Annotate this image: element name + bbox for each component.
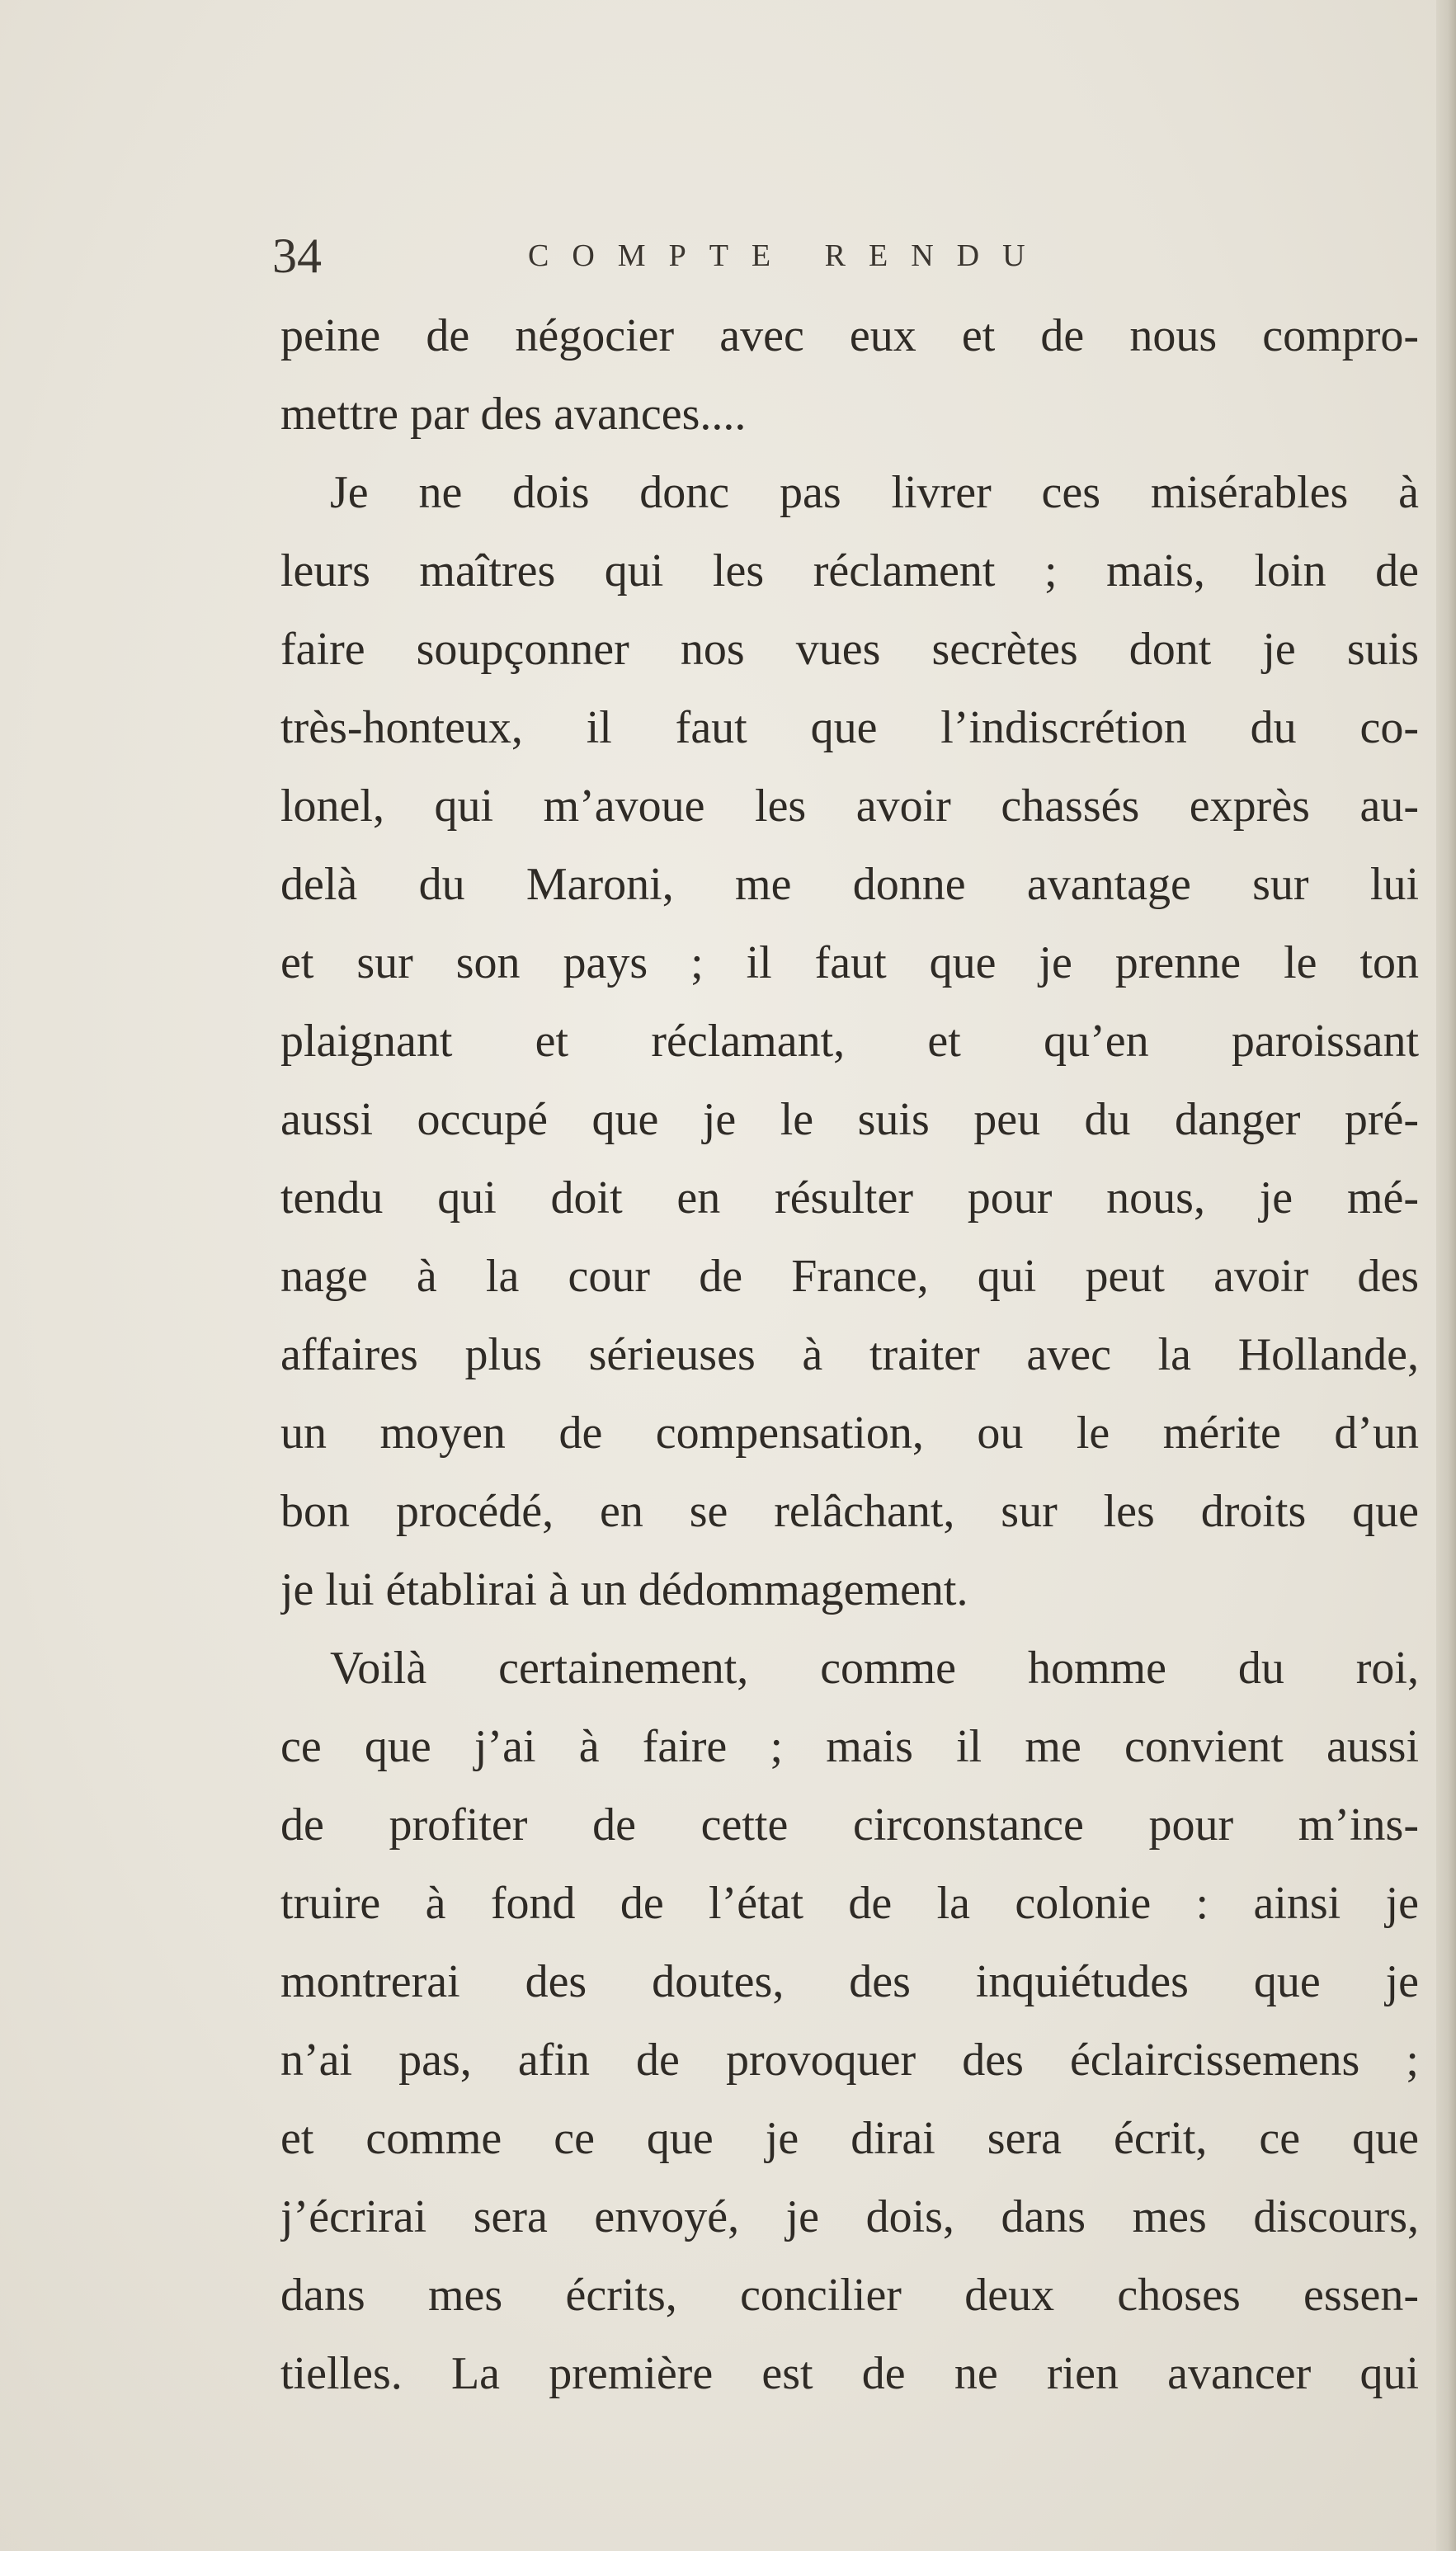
text-line: dans mes écrits, concilier deux choses essen- xyxy=(280,2270,1419,2321)
text-line: lonel, qui m’avoue les avoir chassés exprès au- xyxy=(280,780,1419,832)
text-line: nage à la cour de France, qui peut avoir des xyxy=(280,1251,1419,1302)
page-number: 34 xyxy=(272,229,322,283)
text-line: leurs maîtres qui les réclament ; mais, loin de xyxy=(280,545,1419,596)
text-line: plaignant et réclamant, et qu’en paroissant xyxy=(280,1016,1419,1067)
text-line: Je ne dois donc pas livrer ces misérables à xyxy=(330,467,1419,518)
text-line: et comme ce que je dirai sera écrit, ce que xyxy=(280,2113,1419,2164)
text-line: très-honteux, il faut que l’indiscrétion du co- xyxy=(280,702,1419,753)
running-title: COMPTE RENDU xyxy=(528,238,1048,273)
text-line: tielles. La première est de ne rien avancer qui xyxy=(280,2348,1419,2399)
text-line: tendu qui doit en résulter pour nous, je mé- xyxy=(280,1172,1419,1224)
text-line: je lui établirai à un dédommagement. xyxy=(280,1564,968,1615)
text-line: n’ai pas, afin de provoquer des éclaircissemens ; xyxy=(280,2035,1419,2086)
text-line: et sur son pays ; il faut que je prenne le ton xyxy=(280,937,1419,988)
text-line: faire soupçonner nos vues secrètes dont je suis xyxy=(280,624,1419,675)
text-line: j’écrirai sera envoyé, je dois, dans mes discours, xyxy=(280,2191,1419,2242)
text-line: ce que j’ai à faire ; mais il me convient aussi xyxy=(280,1721,1419,1772)
text-line: un moyen de compensation, ou le mérite d’un xyxy=(280,1408,1419,1459)
text-line: montrerai des doutes, des inquiétudes que je xyxy=(280,1956,1419,2007)
text-line: truire à fond de l’état de la colonie : ainsi je xyxy=(280,1878,1419,1929)
text-line: aussi occupé que je le suis peu du danger pré- xyxy=(280,1094,1419,1145)
text-line: affaires plus sérieuses à traiter avec la Hollande, xyxy=(280,1329,1419,1380)
text-line: mettre par des avances.... xyxy=(280,389,747,440)
page-edge xyxy=(1436,0,1456,2551)
text-line: delà du Maroni, me donne avantage sur lui xyxy=(280,859,1419,910)
text-line: de profiter de cette circonstance pour m’ins- xyxy=(280,1799,1419,1851)
text-line: peine de négocier avec eux et de nous compro- xyxy=(280,310,1419,361)
text-line: bon procédé, en se relâchant, sur les droits que xyxy=(280,1486,1419,1537)
page-header xyxy=(272,223,1411,289)
text-line: Voilà certainement, comme homme du roi, xyxy=(330,1643,1419,1694)
page-text xyxy=(280,297,1419,2413)
